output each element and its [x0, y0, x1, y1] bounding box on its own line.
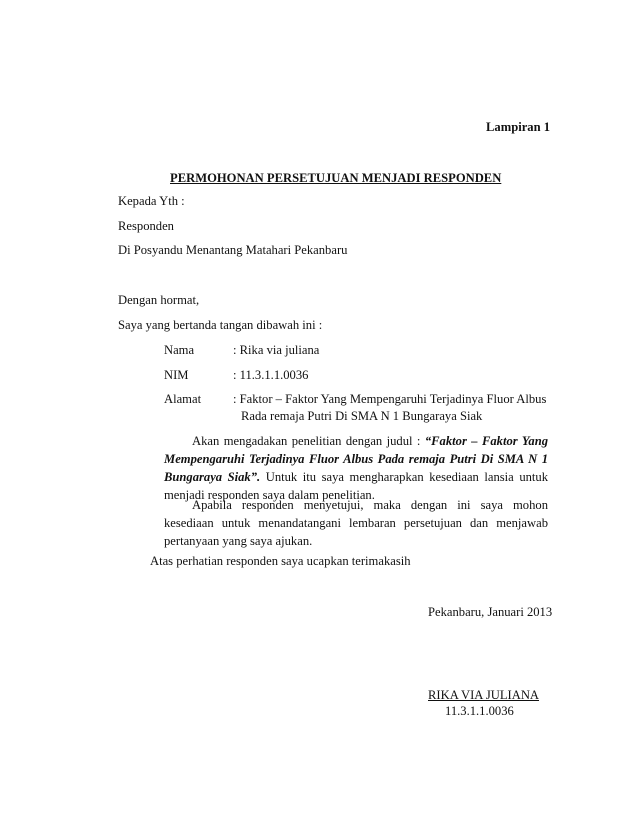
- closing-text: Atas perhatian responden saya ucapkan terimakasih: [150, 554, 411, 568]
- letter-title: PERMOHONAN PERSETUJUAN MENJADI RESPONDEN: [170, 171, 502, 185]
- paragraph-consent: Apabila responden menyetujui, maka dengan ini saya mohon kesediaan untuk menandatangani lembaran persetujuan dan menjawab pertanyaan yang saya ajukan.: [164, 498, 548, 548]
- place-date: Pekanbaru, Januari 2013: [428, 605, 553, 619]
- address-location: Di Posyandu Menantang Matahari Pekanbaru: [118, 243, 348, 257]
- signatory-name: RIKA VIA JULIANA: [428, 688, 540, 702]
- identity-nim-value: : 11.3.1.1.0036: [233, 368, 309, 382]
- paragraph-research-title: “Faktor – Faktor Yang Mempengaruhi Terjadinya Fluor Albus Pada remaja Putri Di SMA N 1 Bungaraya Siak”.: [164, 434, 549, 484]
- intro-text: Saya yang bertanda tangan dibawah ini :: [118, 318, 323, 332]
- paragraph-research: [164, 432, 548, 504]
- attachment-label: Lampiran 1: [486, 120, 551, 134]
- greeting: Dengan hormat,: [118, 293, 200, 307]
- address-to: Kepada Yth :: [118, 194, 185, 208]
- identity-address-value-line1: : Faktor – Faktor Yang Mempengaruhi Terjadinya Fluor Albus: [233, 392, 547, 406]
- identity-name-value: : Rika via juliana: [233, 343, 320, 357]
- identity-nim-label: NIM: [164, 368, 189, 382]
- identity-address-value-line2: Rada remaja Putri Di SMA N 1 Bungaraya Siak: [241, 409, 483, 423]
- identity-name-label: Nama: [164, 343, 195, 357]
- paragraph-research-lead: Akan mengadakan penelitian dengan judul :: [192, 434, 425, 448]
- paragraph-research-rest: Untuk itu saya mengharapkan kesediaan lansia untuk menjadi responden saya dalam penelitian.: [164, 470, 548, 502]
- identity-address-label: Alamat: [164, 392, 202, 406]
- signatory-nim: 11.3.1.1.0036: [445, 704, 514, 718]
- address-recipient: Responden: [118, 219, 174, 233]
